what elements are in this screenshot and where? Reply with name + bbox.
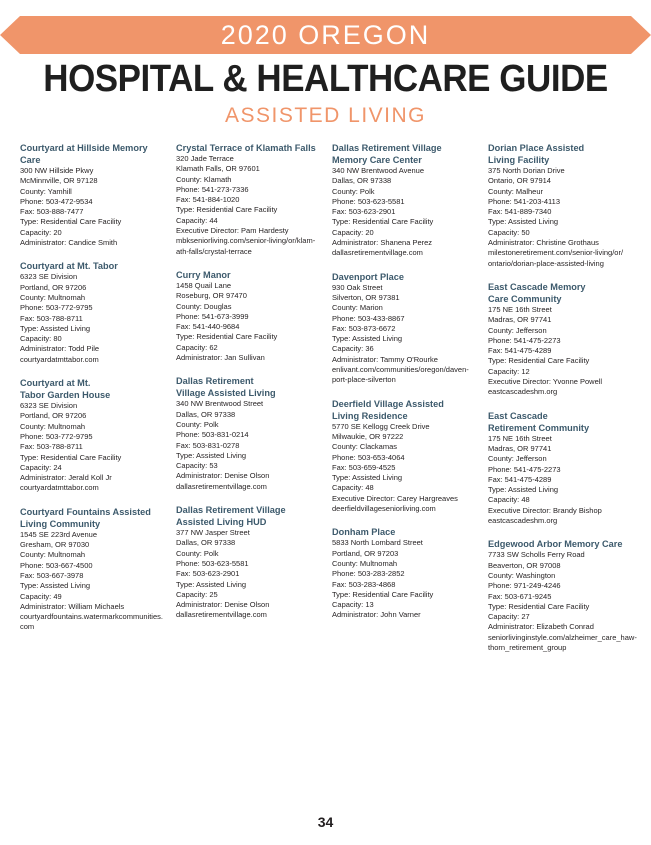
facility-detail-line: Ontario, OR 97914 <box>488 176 551 186</box>
facility-details <box>20 272 170 365</box>
facility-detail-line: 5770 SE Kellogg Creek Drive <box>332 421 430 431</box>
facility-listing <box>20 506 170 633</box>
facility-detail-line: Capacity: 53 <box>176 461 218 471</box>
facility-detail-line: Phone: 503-772-9795 <box>20 431 93 441</box>
facility-detail-line: 300 NW Hillside Pkwy <box>20 166 94 175</box>
facility-detail-line: Administrator: Christine Grothaus <box>488 238 599 248</box>
facility-details <box>488 434 638 527</box>
facility-detail-line: Phone: 503-623-5581 <box>332 196 405 206</box>
facility-detail-line: Capacity: 48 <box>332 483 374 493</box>
facility-detail-line: Phone: 503-283-2852 <box>332 569 405 579</box>
facility-detail-line: County: Klamath <box>176 174 232 184</box>
guide-title: HOSPITAL & HEALTHCARE GUIDE <box>43 58 608 100</box>
facility-detail-line: Fax: 503-873-6672 <box>332 323 396 333</box>
facility-name: Dallas Retirement Village Assisted Living HUD <box>176 505 286 528</box>
facility-detail-line: Type: Assisted Living <box>332 473 403 483</box>
facility-detail-line: Administrator: Shanena Perez <box>332 238 433 248</box>
facility-detail-line: Gresham, OR 97030 <box>20 540 90 550</box>
facility-detail-line: Phone: 541-203-4113 <box>488 196 561 206</box>
facility-name: Courtyard Fountains Assisted Living Community <box>20 506 151 529</box>
facility-detail-line: Capacity: 36 <box>332 344 374 354</box>
facility-detail-line: Administrator: Denise Olson <box>176 600 270 610</box>
facility-details <box>488 305 638 398</box>
facility-detail-line: 175 NE 16th Street <box>488 433 552 443</box>
facility-detail-line: Madras, OR 97741 <box>488 443 552 453</box>
listing-column-3 <box>332 142 482 633</box>
facility-detail-line: County: Multnomah <box>20 292 86 302</box>
facility-detail-line: Type: Residential Care Facility <box>20 452 122 462</box>
facility-details <box>20 166 170 248</box>
facility-detail-line: Capacity: 24 <box>20 462 62 472</box>
facility-name: Dallas Retirement Village Assisted Living <box>176 376 276 399</box>
facility-detail-line: Capacity: 50 <box>488 227 530 237</box>
year-banner <box>0 16 651 54</box>
facility-detail-line: courtyardatmttabor.com <box>20 483 99 493</box>
facility-detail-line: 320 Jade Terrace <box>176 154 234 163</box>
facility-detail-line: Administrator: Denise Olson <box>176 471 270 481</box>
facility-detail-line: Type: Assisted Living <box>488 485 559 495</box>
facility-name: Edgewood Arbor Memory Care <box>488 539 623 550</box>
facility-details <box>176 154 326 257</box>
facility-listing <box>488 538 638 653</box>
facility-detail-line: Administrator: Tammy O'Rourke <box>332 354 438 364</box>
facility-detail-line: eastcascadeshm.org <box>488 387 558 397</box>
facility-detail-line: dallasretirementvillage.com <box>332 248 423 258</box>
facility-detail-line: Phone: 503-667-4500 <box>20 560 93 570</box>
facility-detail-line: McMinnville, OR 97128 <box>20 176 98 186</box>
facility-detail-line: Type: Assisted Living <box>20 581 91 591</box>
facility-detail-line: Fax: 541-475-4289 <box>488 474 552 484</box>
facility-name: Curry Manor <box>176 269 231 280</box>
facility-name: Courtyard at Mt. Tabor <box>20 261 118 272</box>
facility-detail-line: Administrator: Candice Smith <box>20 238 118 248</box>
facility-detail-line: Fax: 541-475-4289 <box>488 346 552 356</box>
facility-detail-line: Phone: 503-831-0214 <box>176 430 249 440</box>
facility-detail-line: mbkseniorliving.com/senior-living/or/klam- ath-falls/crystal-terrace <box>176 236 316 256</box>
facility-name: East Cascade Retirement Community <box>488 410 590 433</box>
facility-detail-line: Type: Assisted Living <box>20 323 91 333</box>
facility-detail-line: seniorlivinginstyle.com/alzheimer_care_haw- thorn_retirement_group <box>488 632 637 652</box>
facility-name: East Cascade Memory Care Community <box>488 281 586 304</box>
facility-detail-line: County: Clackamas <box>332 442 398 452</box>
facility-listing <box>176 269 326 363</box>
facility-detail-line: 175 NE 16th Street <box>488 304 552 314</box>
facility-listing <box>176 504 326 621</box>
facility-name: Courtyard at Hillside Memory Care <box>20 143 148 165</box>
facility-detail-line: Fax: 541-884-1020 <box>176 195 240 205</box>
facility-detail-line: Executive Director: Yvonne Powell <box>488 377 603 387</box>
facility-detail-line: 1458 Quail Lane <box>176 280 232 290</box>
facility-detail-line: Type: Residential Care Facility <box>488 356 590 366</box>
facility-detail-line: Fax: 503-283-4868 <box>332 579 396 589</box>
facility-detail-line: Fax: 503-831-0278 <box>176 440 240 450</box>
facility-detail-line: Fax: 503-659-4525 <box>332 462 396 472</box>
facility-detail-line: County: Jefferson <box>488 325 547 335</box>
facility-detail-line: Klamath Falls, OR 97601 <box>176 164 260 174</box>
facility-detail-line: Beaverton, OR 97008 <box>488 560 561 570</box>
facility-details <box>488 550 638 653</box>
facility-detail-line: Phone: 541-475-2273 <box>488 335 561 345</box>
facility-detail-line: County: Polk <box>176 419 219 429</box>
facility-detail-line: enlivant.com/communities/oregon/daven- port-place-silverton <box>332 365 469 385</box>
facility-detail-line: Capacity: 44 <box>176 215 218 225</box>
facility-detail-line: Capacity: 48 <box>488 495 530 505</box>
facility-detail-line: County: Multnomah <box>20 550 86 560</box>
facility-detail-line: Capacity: 20 <box>332 227 374 237</box>
facility-detail-line: eastcascadeshm.org <box>488 516 558 526</box>
facility-detail-line: Type: Assisted Living <box>332 334 403 344</box>
facility-detail-line: 7733 SW Scholls Ferry Road <box>488 550 585 560</box>
facility-name: Deerfield Village Assisted Living Residence <box>332 398 444 421</box>
facility-detail-line: Fax: 503-623-2901 <box>176 569 240 579</box>
facility-listing <box>332 526 482 620</box>
facility-detail-line: Capacity: 13 <box>332 600 374 610</box>
facility-detail-line: courtyardatmttabor.com <box>20 354 99 364</box>
facility-detail-line: Phone: 503-653-4064 <box>332 452 405 462</box>
facility-details <box>20 530 170 633</box>
facility-detail-line: County: Malheur <box>488 186 544 196</box>
facility-detail-line: County: Washington <box>488 570 556 580</box>
facility-details <box>488 166 638 269</box>
facility-detail-line: Phone: 971-249-4246 <box>488 581 561 591</box>
facility-detail-line: Type: Assisted Living <box>176 450 247 460</box>
facility-details <box>332 422 482 515</box>
facility-detail-line: Capacity: 20 <box>20 227 62 237</box>
facility-detail-line: Milwaukie, OR 97222 <box>332 431 404 441</box>
facility-detail-line: Administrator: Todd Pile <box>20 344 100 354</box>
facility-detail-line: Portland, OR 97206 <box>20 282 87 292</box>
facility-detail-line: Administrator: John Varner <box>332 610 421 620</box>
facility-detail-line: Dallas, OR 97338 <box>176 538 236 548</box>
facility-detail-line: Fax: 503-667-3978 <box>20 570 84 580</box>
facility-detail-line: Type: Assisted Living <box>488 217 559 227</box>
facility-listing <box>176 375 326 492</box>
facility-detail-line: County: Multnomah <box>332 558 398 568</box>
facility-detail-line: Fax: 503-788-8711 <box>20 442 83 452</box>
facility-detail-line: County: Polk <box>176 548 219 558</box>
listing-column-1 <box>20 142 170 645</box>
facility-listing <box>488 142 638 269</box>
facility-details <box>20 401 170 494</box>
facility-detail-line: Executive Director: Pam Hardesty <box>176 226 289 236</box>
facility-listing <box>20 377 170 494</box>
listing-column-2 <box>176 142 326 633</box>
facility-detail-line: Capacity: 27 <box>488 612 530 622</box>
facility-name: Davenport Place <box>332 271 404 282</box>
facility-detail-line: Type: Residential Care Facility <box>488 601 590 611</box>
facility-detail-line: Fax: 541-440-9684 <box>176 322 240 332</box>
facility-detail-line: Capacity: 49 <box>20 591 62 601</box>
facility-detail-line: Capacity: 80 <box>20 334 62 344</box>
facility-detail-line: Type: Residential Care Facility <box>332 589 434 599</box>
facility-detail-line: Phone: 541-273-7336 <box>176 184 249 194</box>
facility-detail-line: Administrator: Elizabeth Conrad <box>488 622 594 632</box>
facility-detail-line: Portland, OR 97206 <box>20 411 87 421</box>
facility-name: Donham Place <box>332 527 396 538</box>
facility-detail-line: County: Polk <box>332 186 375 196</box>
facility-detail-line: Type: Residential Care Facility <box>176 332 278 342</box>
facility-detail-line: 340 NW Brentwood Street <box>176 399 264 409</box>
facility-listing <box>176 142 326 257</box>
facility-detail-line: 1545 SE 223rd Avenue <box>20 529 98 539</box>
facility-detail-line: Type: Assisted Living <box>176 579 247 589</box>
facility-details <box>176 281 326 363</box>
facility-detail-line: Type: Residential Care Facility <box>20 217 122 227</box>
facility-detail-line: Capacity: 12 <box>488 366 530 376</box>
facility-detail-line: 930 Oak Street <box>332 282 383 292</box>
facility-name: Dallas Retirement Village Memory Care Center <box>332 143 442 165</box>
facility-detail-line: Madras, OR 97741 <box>488 315 552 325</box>
facility-detail-line: Administrator: Jerald Koll Jr <box>20 473 112 483</box>
listing-column-4 <box>488 142 638 665</box>
facility-detail-line: 340 NW Brentwood Avenue <box>332 166 425 175</box>
facility-listing <box>332 142 482 259</box>
facility-detail-line: Fax: 503-671-9245 <box>488 591 552 601</box>
page-number: 34 <box>317 814 334 830</box>
facility-listing <box>20 142 170 248</box>
facility-detail-line: County: Marion <box>332 303 383 313</box>
facility-details <box>176 528 326 621</box>
facility-detail-line: Silverton, OR 97381 <box>332 292 400 302</box>
facility-detail-line: Phone: 503-772-9795 <box>20 303 93 313</box>
facility-detail-line: Roseburg, OR 97470 <box>176 291 247 301</box>
facility-detail-line: Fax: 541-889-7340 <box>488 207 552 217</box>
facility-details <box>176 399 326 492</box>
facility-name: Dorian Place Assisted Living Facility <box>488 143 585 165</box>
facility-listing <box>488 281 638 398</box>
facility-listing <box>332 271 482 386</box>
facility-detail-line: County: Douglas <box>176 301 232 311</box>
facility-detail-line: Phone: 503-623-5581 <box>176 558 249 568</box>
facility-detail-line: dallasretirementvillage.com <box>176 610 267 620</box>
facility-detail-line: County: Multnomah <box>20 421 86 431</box>
facility-details <box>332 166 482 259</box>
facility-detail-line: Portland, OR 97203 <box>332 548 399 558</box>
facility-detail-line: Dallas, OR 97338 <box>176 409 236 419</box>
facility-name: Courtyard at Mt. Tabor Garden House <box>20 378 111 401</box>
facility-detail-line: Administrator: William Michaels <box>20 601 125 611</box>
facility-detail-line: Administrator: Jan Sullivan <box>176 353 265 363</box>
facility-detail-line: County: Jefferson <box>488 454 547 464</box>
facility-detail-line: Fax: 503-623-2901 <box>332 207 396 217</box>
facility-detail-line: Phone: 541-475-2273 <box>488 464 561 474</box>
facility-listing <box>20 260 170 365</box>
facility-detail-line: 377 NW Jasper Street <box>176 528 250 538</box>
facility-detail-line: Fax: 503-788-8711 <box>20 313 83 323</box>
section-title: ASSISTED LIVING <box>224 104 427 127</box>
facility-detail-line: Capacity: 62 <box>176 342 218 352</box>
facility-detail-line: Capacity: 25 <box>176 589 218 599</box>
facility-detail-line: Fax: 503-888-7477 <box>20 207 84 217</box>
facility-detail-line: Type: Residential Care Facility <box>176 205 278 215</box>
facility-detail-line: Phone: 541-673-3999 <box>176 311 249 321</box>
facility-details <box>332 538 482 620</box>
facility-detail-line: deerfieldvillageseniorliving.com <box>332 504 436 514</box>
facility-detail-line: Executive Director: Carey Hargreaves <box>332 493 458 503</box>
banner-text: 2020 OREGON <box>220 20 431 50</box>
facility-detail-line: 6323 SE Division <box>20 401 78 411</box>
facility-detail-line: Phone: 503-433-8867 <box>332 313 405 323</box>
facility-detail-line: courtyardfountains.watermarkcommunities. com <box>20 612 163 632</box>
facility-detail-line: dallasretirementvillage.com <box>176 481 267 491</box>
facility-detail-line: Executive Director: Brandy Bishop <box>488 505 602 515</box>
facility-detail-line: Phone: 503-472-9534 <box>20 196 93 206</box>
facility-listing <box>332 398 482 515</box>
facility-detail-line: 375 North Dorian Drive <box>488 166 565 175</box>
facility-detail-line: 6323 SE Division <box>20 272 78 282</box>
facility-detail-line: Dallas, OR 97338 <box>332 176 392 186</box>
facility-detail-line: Type: Residential Care Facility <box>332 217 434 227</box>
facility-detail-line: 5833 North Lombard Street <box>332 538 423 548</box>
facility-details <box>332 283 482 386</box>
facility-detail-line: milestoneretirement.com/senior-living/or/ ontario/dorian-place-assisted-living <box>488 248 624 268</box>
facility-listing <box>488 410 638 527</box>
facility-name: Crystal Terrace of Klamath Falls <box>176 143 316 153</box>
facility-detail-line: County: Yamhill <box>20 186 72 196</box>
